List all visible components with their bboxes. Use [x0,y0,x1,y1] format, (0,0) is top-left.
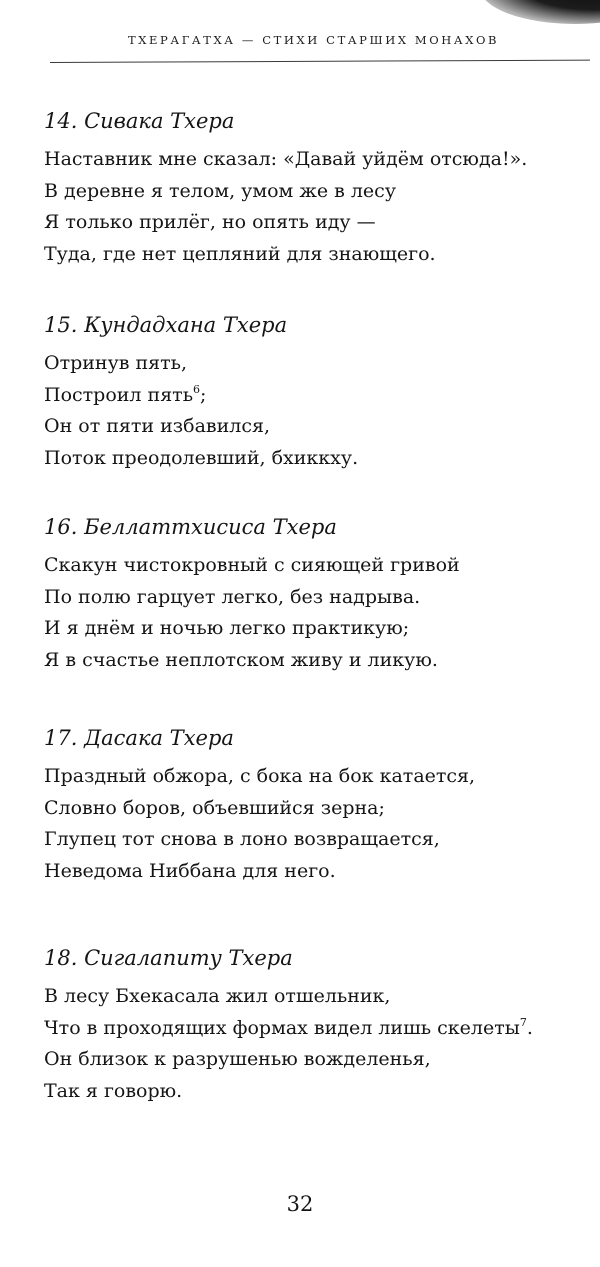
page-number: 32 [286,1192,314,1216]
poem-line: Я в счастье неплотском живу и ликую. [44,648,438,671]
footnote-marker: 7 [519,1015,527,1029]
poem-line: Наставник мне сказал: «Давай уйдём отсюда!». [44,148,528,170]
poem-line-text: Построил пять [44,383,194,406]
poem-16 [44,514,594,676]
poem-line: В деревне я телом, умом же в лесу [44,179,396,202]
poem-title: 17. Дасака Тхера [44,726,234,750]
poem-line: В лесу Бхекасала жил отшельник, [44,985,391,1007]
poem-line: Отринув пять, [44,352,188,374]
poem-line: Так я говорю. [44,1079,183,1102]
poem-line: Он от пяти избавился, [44,415,271,437]
poem-line: Туда, где нет цепляний для знающего. [44,242,436,265]
poem-line: Я только прилёг, но опять иду — [44,211,376,233]
poem-title: 14. Сивака Тхера [44,109,235,133]
footnote-marker: 6 [193,382,201,396]
poem-line: Глупец тот снова в лоно возвращается, [44,828,440,850]
page-corner-shadow [480,0,600,24]
poem-15 [44,312,594,474]
poem-line-text: Что в проходящих формах видел лишь скелеты [44,1016,520,1039]
poem-line-punctuation: ; [200,383,207,406]
poem-line: Словно боров, объевшийся зерна; [44,796,385,819]
poem-title: 16. Беллаттхисиса Тхера [44,515,337,539]
poem-17 [44,725,594,887]
poem-title: 15. Кундадхана Тхера [44,313,288,337]
poem-line: Праздный обжора, с бока на бок катается, [44,765,476,787]
running-head: ТХЕРАГАТХА — СТИХИ СТАРШИХ МОНАХОВ [128,33,500,47]
poem-title: 18. Сигалапиту Тхера [44,946,293,970]
poem-line-punctuation: . [526,1016,533,1039]
poem-line: Скакун чистокровный с сияющей гривой [44,554,460,576]
poem-line [44,380,594,412]
poem-line: Неведома Ниббана для него. [44,859,336,882]
poem-line: По полю гарцует легко, без надрыва. [44,585,421,608]
poem-18 [44,945,594,1107]
poem-line [44,1013,594,1045]
poem-line: И я днём и ночью легко практикую; [44,617,410,639]
poem-line: Поток преодолевший, бхиккху. [44,446,359,469]
header-rule [50,60,590,63]
poem-line: Он близок к разрушенью вожделенья, [44,1048,431,1070]
poem-14 [44,108,594,270]
